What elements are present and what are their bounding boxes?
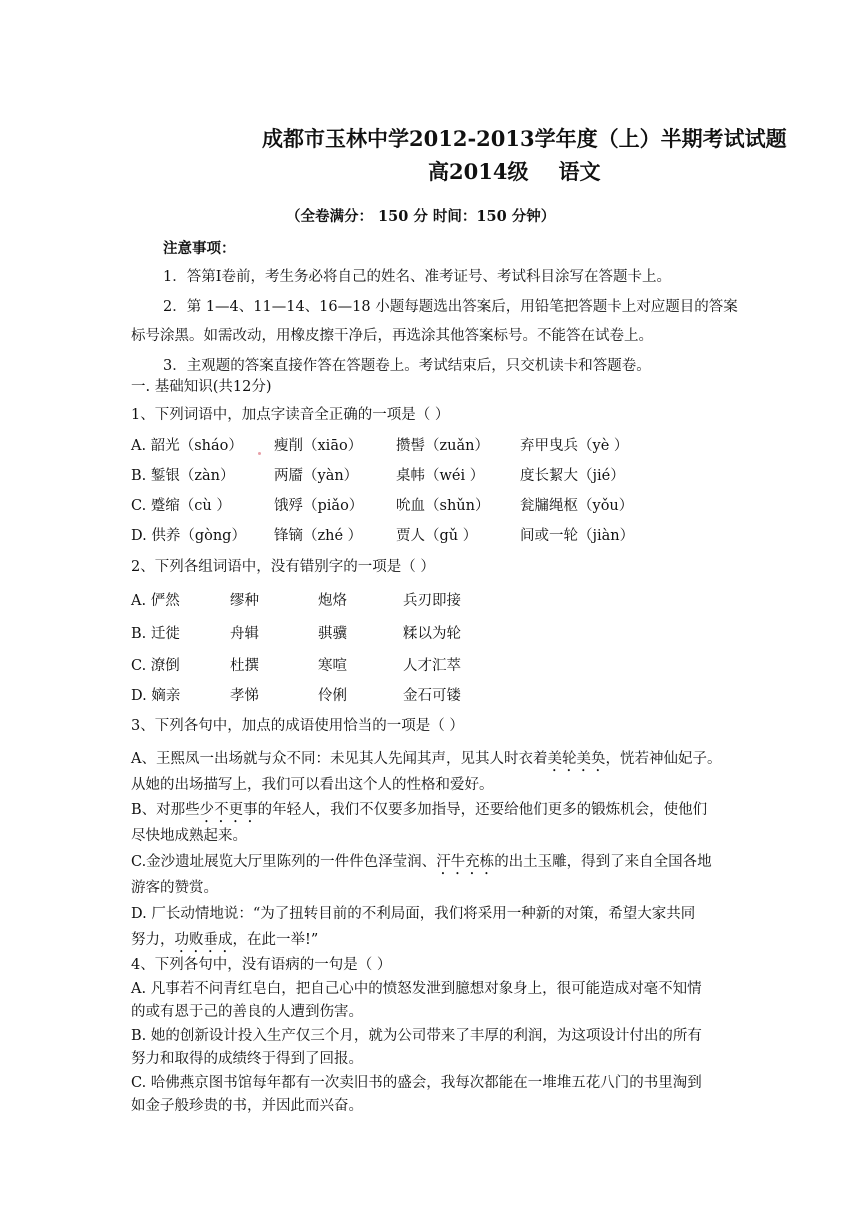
q2-option-b-1: B. 迁徙 <box>131 626 180 642</box>
q4-option-b-line1: B. 她的创新设计投入生产仅三个月，就为公司带来了丰厚的利润，为这项设计付出的所有 <box>131 1028 702 1044</box>
q1-option-d-1: D. 供养（gòng） <box>131 528 246 544</box>
q3-b-idiom: 少不更事 <box>199 802 258 818</box>
note-item-3: 3．主观题的答案直接作答在答题卷上。考试结束后，只交机读卡和答题卷。 <box>163 358 651 374</box>
q4-option-c-line1: C. 哈佛燕京图书馆每年都有一次卖旧书的盛会，我每次都能在一堆堆五花八门的书里淘到 <box>131 1075 702 1091</box>
q3-option-b-line2: 尽快地成熟起来。 <box>131 828 247 844</box>
q1-option-b-1: B. 錾银（zàn） <box>131 468 235 484</box>
q3-option-c-line1 <box>131 853 712 878</box>
note-item-1: 1．答第Ⅰ卷前，考生务必将自己的姓名、准考证号、考试科目涂写在答题卡上。 <box>163 269 671 285</box>
q3-c-text: C.金沙遗址展览大厅里陈列的一件件色泽莹润、 <box>131 854 437 870</box>
q1-option-c-1: C. 蹙缩（cù ） <box>131 498 231 514</box>
q1-option-c-4: 瓮牖绳枢（yǒu） <box>520 498 634 514</box>
q2-option-c-3: 寒喧 <box>318 658 347 674</box>
question-4-stem: 4、下列各句中，没有语病的一句是（ ） <box>131 957 392 973</box>
question-1-stem: 1、下列词语中，加点字读音全正确的一项是（ ） <box>131 407 450 423</box>
q2-option-d-4: 金石可镂 <box>403 688 461 704</box>
q4-option-a-line1: A. 凡事若不问青红皂白，把自己心中的愤怒发泄到臆想对象身上，很可能造成对毫不知情 <box>131 981 702 997</box>
question-2-stem: 2、下列各组词语中，没有错别字的一项是（ ） <box>131 559 435 575</box>
q1-option-b-2: 两靥（yàn） <box>274 468 359 484</box>
q2-option-b-2: 舟辑 <box>230 626 259 642</box>
q1-option-c-2: 饿殍（piǎo） <box>274 498 364 514</box>
q3-option-d-line1: D. 厂长动情地说：“为了扭转目前的不利局面，我们将采用一种新的对策，希望大家共同 <box>131 906 696 922</box>
q1-option-a-1: A. 韶光（sháo） <box>131 438 243 454</box>
notes-heading: 注意事项： <box>163 240 236 257</box>
q2-option-a-1: A. 俨然 <box>131 593 180 609</box>
q2-option-d-2: 孝悌 <box>230 688 259 704</box>
q3-option-c-line2: 游客的赞赏。 <box>131 880 218 896</box>
subject-label: 语文 <box>558 159 601 184</box>
q3-b-text: B、对那些 <box>131 802 200 818</box>
q3-a-text-end: ，恍若神仙妃子。 <box>605 751 722 767</box>
q2-option-a-2: 缪种 <box>230 593 259 609</box>
q2-option-b-3: 骐骥 <box>318 626 347 642</box>
q2-option-a-3: 炮烙 <box>318 593 347 609</box>
exam-subtitle <box>428 156 600 186</box>
q3-option-a-line1 <box>131 750 721 775</box>
q1-option-b-4: 度长絜大（jié） <box>520 468 625 484</box>
q2-option-a-4: 兵刃即接 <box>403 593 461 609</box>
q2-option-b-4: 糅以为轮 <box>403 626 461 642</box>
q3-a-text: A、王熙凤一出场就与众不同：未见其人先闻其声，见其人时衣着 <box>131 751 548 767</box>
q1-option-a-3: 攒髻（zuǎn） <box>396 438 489 454</box>
q2-option-d-3: 伶俐 <box>318 688 347 704</box>
stray-mark <box>258 452 261 455</box>
q1-option-c-3: 吮血（shǔn） <box>396 498 490 514</box>
q1-option-d-4: 间或一轮（jiàn） <box>520 528 635 544</box>
exam-title: 成都市玉林中学2012-2013学年度（上）半期考试试题 <box>262 126 787 151</box>
grade-label: 高2014级 <box>428 159 529 184</box>
score-time-line: （全卷满分： 150 分 时间：150 分钟） <box>286 208 556 225</box>
q3-a-idiom: 美轮美奂 <box>547 751 606 767</box>
section-heading: 一. 基础知识(共12分) <box>131 379 272 395</box>
q1-option-b-3: 桌帏（wéi ） <box>396 468 485 484</box>
q1-option-a-2: 瘦削（xiāo） <box>274 438 363 454</box>
q4-option-c-line2: 如金子般珍贵的书，并因此而兴奋。 <box>131 1098 363 1114</box>
q3-b-text-end: 的年轻人，我们不仅要多加指导，还要给他们更多的锻炼机会，使他们 <box>257 802 708 818</box>
q4-option-a-line2: 的或有恩于己的善良的人遭到伤害。 <box>131 1004 363 1020</box>
q1-option-a-4: 弃甲曳兵（yè ） <box>520 438 629 454</box>
q2-option-d-1: D. 嫡亲 <box>131 688 181 704</box>
q3-d-text: 努力， <box>131 932 175 948</box>
question-3-stem: 3、下列各句中，加点的成语使用恰当的一项是（ ） <box>131 718 464 734</box>
q3-d-idiom: 功败垂成 <box>174 932 233 948</box>
q3-c-idiom: 汗牛充栋 <box>436 854 495 870</box>
q4-option-b-line2: 努力和取得的成绩终于得到了回报。 <box>131 1051 363 1067</box>
q2-option-c-1: C. 潦倒 <box>131 658 180 674</box>
q3-option-d-line2 <box>131 931 318 956</box>
q3-d-text-end: ，在此一举!” <box>232 932 319 948</box>
q1-option-d-2: 锋镝（zhé ） <box>274 528 363 544</box>
q3-option-b-line1 <box>131 801 707 826</box>
q2-option-c-4: 人才汇萃 <box>403 658 461 674</box>
q3-option-a-line2: 从她的出场描写上，我们可以看出这个人的性格和爱好。 <box>131 777 494 793</box>
note-item-2-line2: 标号涂黑。如需改动，用橡皮擦干净后，再选涂其他答案标号。不能答在试卷上。 <box>131 328 653 344</box>
q1-option-d-3: 贾人（gǔ ） <box>396 528 478 544</box>
note-item-2-line1: 2．第 1—4、11—14、16—18 小题每题选出答案后，用铅笔把答题卡上对应题目的答案 <box>163 299 738 315</box>
q3-c-text-end: 的出土玉雕，得到了来自全国各地 <box>494 854 712 870</box>
q2-option-c-2: 杜撰 <box>230 658 259 674</box>
